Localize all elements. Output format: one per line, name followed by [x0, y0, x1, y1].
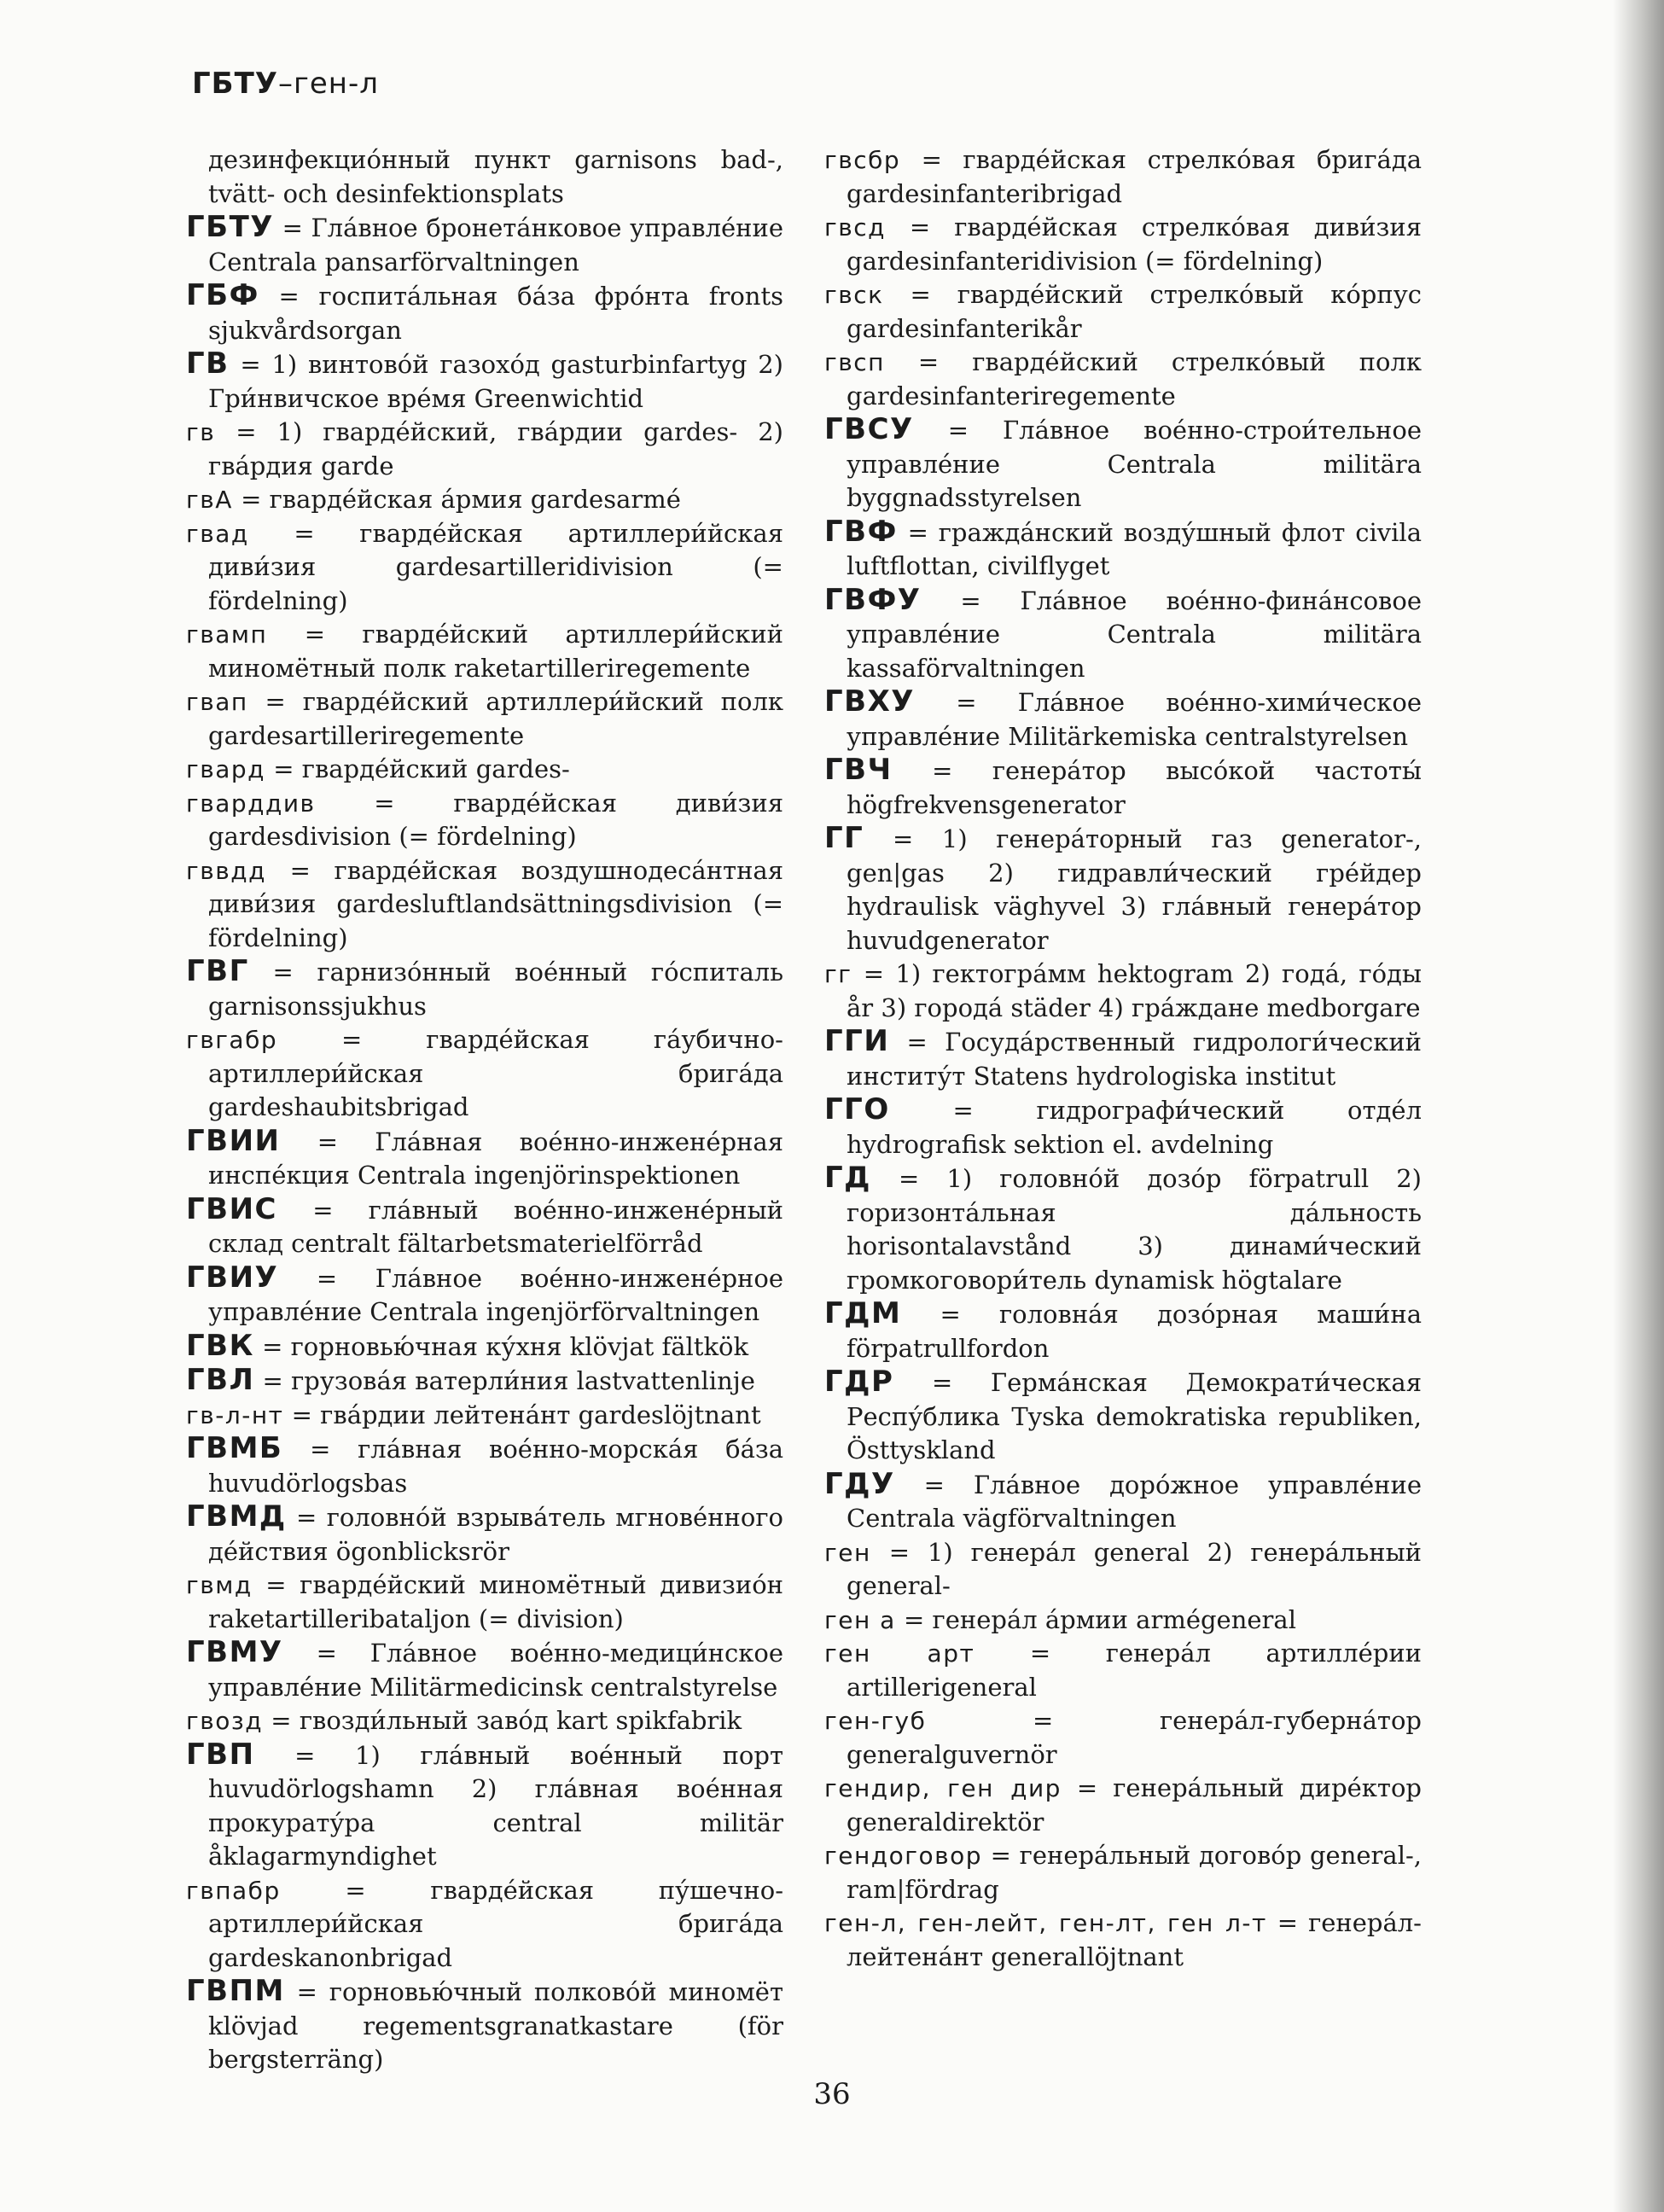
dictionary-entry — [824, 1906, 1422, 1974]
entry-headword: гвозд — [186, 1707, 264, 1735]
entry-headword: гвсп — [824, 348, 885, 376]
entry-definition: = 1) генера́л general 2) генера́льный general- — [847, 1537, 1422, 1600]
entry-definition: = гварде́йский gardes- — [265, 754, 570, 783]
entry-definition: = Герма́нская Демократи́ческая Респу́блика Tyska demokratiska republiken, Östtyskland — [847, 1368, 1422, 1464]
entry-headword: гввдд — [186, 856, 266, 885]
dictionary-entry — [824, 1297, 1422, 1365]
dictionary-entry — [186, 1399, 783, 1433]
dictionary-entry — [824, 1704, 1422, 1772]
dictionary-entry — [186, 685, 783, 753]
entry-definition: = гла́вный вое́нно-инжене́рный склад centralt fältarbetsmaterielförråd — [208, 1195, 783, 1258]
entry-definition: = Гла́вное доро́жное управле́ние Centrala vägförvaltningen — [847, 1470, 1422, 1533]
entry-definition: = гварде́йская га́убично-артиллери́йская брига́да gardeshaubitsbrigad — [208, 1025, 783, 1121]
entry-headword: гвск — [824, 281, 884, 309]
dictionary-entry — [186, 1330, 783, 1365]
entry-headword: ГВФУ — [824, 582, 922, 617]
entry-definition: = гварде́йская диви́зия gardesdivision (= fördelning) — [208, 788, 783, 851]
entry-headword: ГВИИ — [186, 1123, 281, 1158]
dictionary-entry — [186, 854, 783, 956]
entry-definition: = гарнизо́нный вое́нный го́спиталь garnisonssjukhus — [208, 958, 783, 1021]
entry-headword: гвмд — [186, 1571, 253, 1599]
dictionary-entry — [186, 1023, 783, 1125]
entry-definition: = горновью́чная ку́хня klövjat fältkök — [253, 1331, 749, 1361]
dictionary-entry — [186, 1500, 783, 1569]
entry-headword: ГДМ — [824, 1296, 902, 1330]
dictionary-entry — [824, 822, 1422, 958]
entry-headword: ген а — [824, 1605, 896, 1634]
entry-headword: ген-л, ген-лейт, ген-лт, ген л-т — [824, 1909, 1267, 1937]
dictionary-entry — [186, 1432, 783, 1500]
running-head-first-entry: ГБТУ — [192, 67, 278, 101]
entry-definition: = гварде́йский миномётный дивизио́н raketartilleribataljon (= division) — [208, 1570, 783, 1633]
entry-headword: гендоговор — [824, 1842, 982, 1870]
entry-definition: = 1) головно́й дозо́р förpatrull 2) горизонта́льная да́льность horisontalavstånd 3) динами́ческий громкоговори́тель dynamisk högtalare — [847, 1164, 1422, 1295]
entry-definition: = Гла́вное вое́нно-медици́нское управле́ние Militärmedicinsk centralstyrelse — [208, 1639, 783, 1702]
entry-definition: = Гла́вное бронета́нковое управле́ние Centrala pansarförvaltningen — [208, 213, 783, 276]
dictionary-entry — [824, 143, 1422, 211]
entry-definition: = грузова́я ватерли́ния lastvattenlinje — [254, 1366, 755, 1395]
dictionary-entry — [186, 1975, 783, 2077]
dictionary-entry — [186, 955, 783, 1023]
entry-headword: ГВХУ — [824, 684, 916, 719]
entry-headword: гг — [824, 960, 852, 988]
entry-headword: ГДР — [824, 1365, 894, 1399]
dictionary-entry — [824, 1772, 1422, 1839]
entry-headword: ГВИУ — [186, 1260, 279, 1295]
dictionary-entry — [824, 1536, 1422, 1604]
entry-headword: ГГИ — [824, 1024, 890, 1058]
entry-definition: = Госуда́рственный гидрологи́ческий институ́т Statens hydrologiska institut — [847, 1027, 1422, 1091]
entry-definition: = 1) гектогра́мм hektogram 2) года́, го́ды år 3) города́ städer 4) гра́ждане medborgare — [847, 959, 1422, 1022]
entry-definition: = гва́рдии лейтена́нт gardeslöjtnant — [283, 1400, 761, 1429]
entry-definition: = гварде́йский артиллери́йский миномётный полк raketartilleriregemente — [208, 620, 783, 683]
dictionary-entry — [824, 754, 1422, 822]
entry-headword: ГВФ — [824, 514, 898, 549]
entry-definition: = гварде́йская воздушнодеса́нтная диви́зия gardesluftlandsättningsdivision (= fördelning) — [208, 855, 783, 952]
entry-headword: ГВЛ — [186, 1363, 255, 1397]
left-column — [186, 143, 783, 2077]
entry-definition: = 1) генера́торный газ generator-, gen|gas 2) гидравли́ческий гре́йдер hydraulisk väghyvel 3) гла́вный генера́тор huvudgenerator — [847, 824, 1422, 955]
dictionary-entry — [186, 1738, 783, 1874]
entry-headword: ГВМБ — [186, 1431, 283, 1465]
dictionary-entry — [824, 584, 1422, 686]
dictionary-entry — [824, 1839, 1422, 1906]
entry-definition: = головно́й взрыва́тель мгнове́нного де́йствия ögonblicksrör — [208, 1503, 783, 1566]
entry-headword: гендир, ген дир — [824, 1774, 1062, 1802]
dictionary-entry — [824, 1365, 1422, 1468]
entry-headword: гвамп — [186, 620, 268, 649]
entry-headword: ГВМУ — [186, 1635, 283, 1669]
entry-headword: ГВСУ — [824, 412, 914, 446]
entry-definition: = Гла́вная вое́нно-инжене́рная инспе́кция Centrala ingenjörinspektionen — [208, 1126, 783, 1190]
entry-headword: гвад — [186, 519, 249, 548]
dictionary-entry — [186, 347, 783, 416]
running-head-last-entry: –ген-л — [278, 67, 380, 101]
entry-definition: = гидрографи́ческий отде́л hydrografisk sektion el. avdelning — [847, 1096, 1422, 1159]
entry-definition: = госпита́льная ба́за фро́нта fronts sjukvårdsorgan — [208, 282, 783, 345]
page-number: 36 — [813, 2077, 851, 2111]
entry-headword: ГГО — [824, 1092, 890, 1126]
dictionary-entry — [824, 1025, 1422, 1093]
dictionary-entry — [824, 346, 1422, 413]
entry-definition: = гварде́йская стрелко́вая брига́да gardesinfanteribrigad — [847, 145, 1422, 208]
entry-definition: = гварде́йский стрелко́вый полк gardesinfanteriregemente — [847, 347, 1422, 410]
entry-definition: = гварде́йская артиллери́йская диви́зия gardesartilleridivision (= fördelning) — [208, 518, 783, 615]
entry-definition: = гварде́йская стрелко́вая диви́зия gardesinfanteridivision (= fördelning) — [847, 212, 1422, 276]
entry-definition: = генера́л артилле́рии artillerigeneral — [847, 1639, 1422, 1702]
entry-headword: ГВПМ — [186, 1974, 285, 2008]
dictionary-entry — [186, 1193, 783, 1261]
dictionary-entry — [186, 1364, 783, 1399]
entry-headword: гвпабр — [186, 1876, 281, 1905]
entry-headword: гвА — [186, 486, 233, 514]
running-head — [192, 67, 379, 101]
entry-headword: ГДУ — [824, 1466, 895, 1501]
dictionary-entry — [824, 515, 1422, 584]
right-column — [824, 143, 1422, 1974]
entry-headword: ген-губ — [824, 1707, 927, 1735]
entry-headword: гвард — [186, 755, 266, 783]
entry-definition: = генера́тор высо́кой частоты́ högfrekvensgenerator — [847, 756, 1422, 819]
dictionary-entry — [186, 143, 783, 211]
entry-definition: = 1) винтово́й газохо́д gasturbinfartyg 2) Гри́нвичское вре́мя Greenwichtid — [208, 350, 783, 413]
entry-headword: ГВМД — [186, 1499, 287, 1534]
entry-definition: = генера́л-лейтена́нт generallöjtnant — [847, 1908, 1422, 1971]
entry-definition: = генера́л а́рмии armégeneral — [895, 1604, 1296, 1634]
dictionary-entry — [824, 413, 1422, 515]
dictionary-entry — [186, 1261, 783, 1330]
entry-headword: гв-л-нт — [186, 1400, 284, 1429]
entry-headword: гвсд — [824, 213, 886, 242]
entry-headword: ГГ — [824, 821, 864, 855]
entry-headword: ГВИС — [186, 1191, 277, 1226]
entry-headword: ГД — [824, 1161, 871, 1195]
dictionary-entry — [186, 1569, 783, 1636]
entry-headword: ген — [824, 1538, 871, 1567]
entry-definition: дезинфекцио́нный пункт garnisons bad-, tvätt- och desinfektionsplats — [208, 145, 783, 208]
entry-headword: гвгабр — [186, 1026, 278, 1054]
entry-definition: = 1) гла́вный вое́нный порт huvudörlogshamn 2) гла́вная вое́нная прокурату́ра central militär åklagarmyndighet — [208, 1740, 783, 1871]
entry-definition: = генера́льный дире́ктор generaldirektör — [847, 1773, 1422, 1837]
dictionary-entry — [824, 1161, 1422, 1297]
dictionary-entry — [824, 1468, 1422, 1536]
entry-definition: = гла́вная вое́нно-морска́я ба́за huvudörlogsbas — [208, 1435, 783, 1498]
dictionary-entry — [186, 1125, 783, 1193]
dictionary-entry — [186, 279, 783, 347]
dictionary-entry — [186, 416, 783, 483]
entry-definition: = гвозди́льный заво́д kart spikfabrik — [263, 1706, 742, 1735]
entry-headword: гварддив — [186, 789, 316, 818]
page-edge-shadow — [1613, 0, 1664, 2212]
dictionary-entry — [824, 685, 1422, 754]
dictionary-entry — [186, 211, 783, 279]
entry-headword: ГВЧ — [824, 753, 893, 787]
entry-definition: = генера́л-губерна́тор generalguvernör — [847, 1706, 1422, 1769]
entry-definition: = головна́я дозо́рная маши́на förpatrullfordon — [847, 1300, 1422, 1363]
entry-definition: = генера́льный догово́р general-, ram|fördrag — [847, 1841, 1422, 1904]
dictionary-entry — [186, 483, 783, 517]
dictionary-entry — [186, 517, 783, 619]
entry-headword: ГБТУ — [186, 210, 274, 244]
entry-headword: ГВК — [186, 1328, 254, 1363]
entry-headword: гвсбр — [824, 146, 901, 174]
entry-definition: = гварде́йский стрелко́вый ко́рпус gardesinfanterikår — [847, 280, 1422, 343]
dictionary-entry — [824, 1604, 1422, 1638]
entry-definition: = гварде́йский артиллери́йский полк gardesartilleriregemente — [208, 687, 783, 750]
entry-headword: ГБФ — [186, 278, 259, 312]
entry-headword: ГВП — [186, 1737, 255, 1772]
entry-definition: = 1) гварде́йский, гва́рдии gardes- 2) гва́рдия garde — [208, 417, 783, 480]
entry-definition: = Гла́вное вое́нно-строи́тельное управле́ние Centrala militära byggnadsstyrelsen — [847, 416, 1422, 512]
entry-definition: = гражда́нский возду́шный флот civila luftflottan, civilflyget — [847, 517, 1422, 580]
entry-definition: = Гла́вное вое́нно-инжене́рное управле́ние Centrala ingenjörförvaltningen — [208, 1263, 783, 1326]
dictionary-entry — [824, 958, 1422, 1025]
entry-definition: = Гла́вное вое́нно-фина́нсовое управле́ние Centrala militära kassaförvaltningen — [847, 585, 1422, 683]
entry-headword: ГВГ — [186, 954, 249, 988]
dictionary-entry — [824, 1093, 1422, 1161]
entry-headword: гвап — [186, 688, 248, 716]
dictionary-entry — [824, 1637, 1422, 1704]
dictionary-entry — [186, 1704, 783, 1738]
entry-definition: = Гла́вное вое́нно-хими́ческое управле́ние Militärkemiska centralstyrelsen — [847, 688, 1422, 751]
entry-headword: гв — [186, 418, 216, 446]
dictionary-entry — [186, 1874, 783, 1976]
entry-definition: = гварде́йская пу́шечно-артиллери́йская брига́да gardeskanonbrigad — [208, 1875, 783, 1972]
dictionary-entry — [186, 753, 783, 787]
dictionary-entry — [186, 787, 783, 854]
entry-headword: ген арт — [824, 1639, 975, 1668]
entry-definition: = гварде́йская а́рмия gardesarmé — [232, 485, 681, 514]
dictionary-entry — [824, 211, 1422, 278]
dictionary-entry — [824, 278, 1422, 346]
dictionary-entry — [186, 618, 783, 685]
entry-definition: = горновью́чный полково́й миномёт klövjad regementsgranatkastare (för bergsterräng) — [208, 1977, 783, 2074]
dictionary-entry — [186, 1636, 783, 1704]
entry-headword: ГВ — [186, 346, 230, 381]
